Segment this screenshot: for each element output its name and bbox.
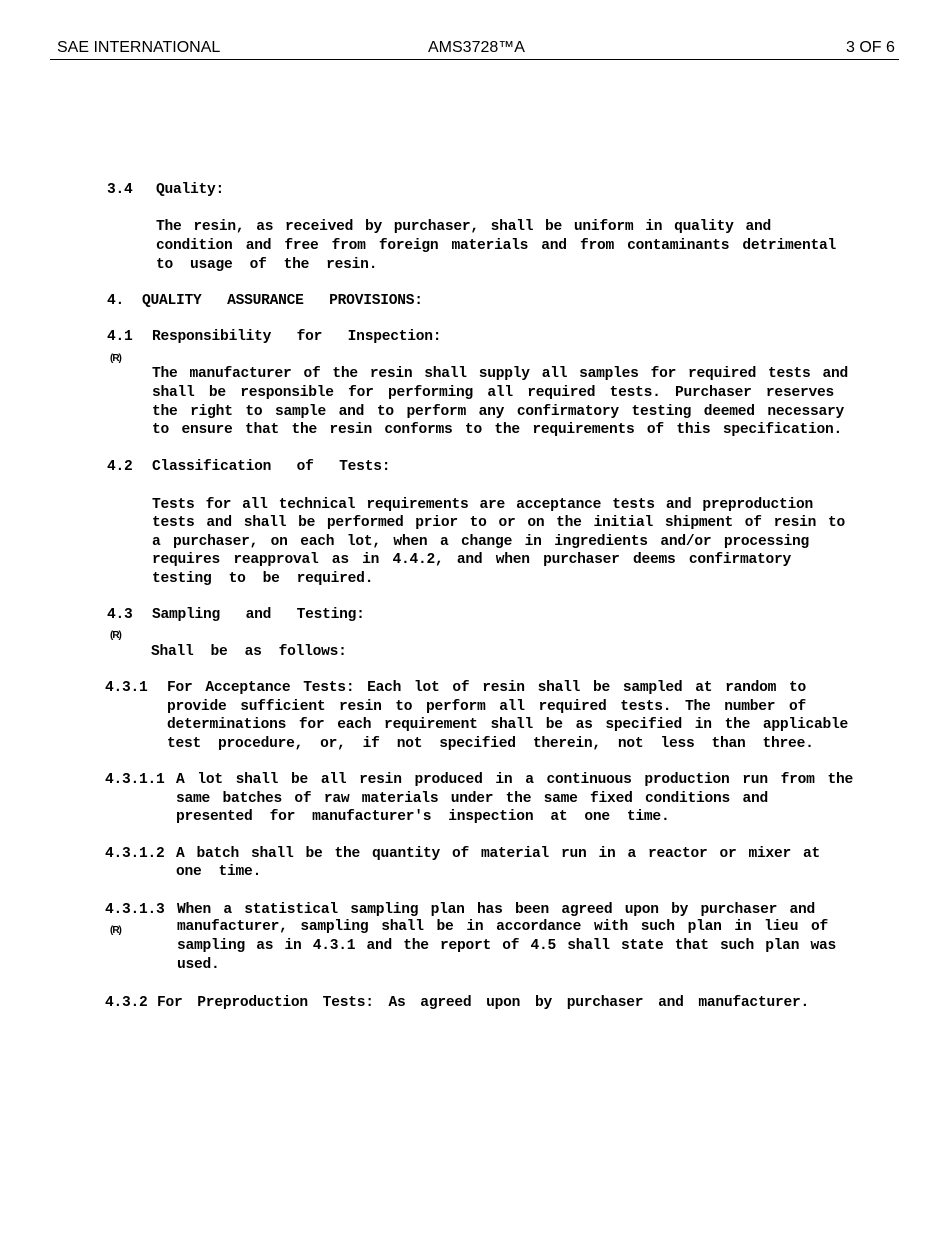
section-4-2-line: testing to be required. bbox=[152, 571, 374, 587]
section-4-3-1-2-number: 4.3.1.2 bbox=[105, 846, 165, 862]
section-4-title: QUALITY ASSURANCE PROVISIONS: bbox=[142, 293, 423, 309]
section-4-2-title: Classification of Tests: bbox=[152, 459, 391, 475]
section-4-3-1-3-number: 4.3.1.3 bbox=[105, 902, 165, 918]
section-4-3-1-3-line: used. bbox=[177, 957, 220, 973]
section-4-3-2-number: 4.3.2 bbox=[105, 995, 148, 1011]
section-3-4-line: to usage of the resin. bbox=[156, 257, 378, 273]
section-4-3-1-line: determinations for each requirement shall be as specified in the applicable bbox=[167, 717, 848, 733]
section-4-1-line: the right to sample and to perform any confirmatory testing deemed necessary bbox=[152, 404, 844, 420]
section-4-2-line: requires reapproval as in 4.4.2, and when purchaser deems confirmatory bbox=[152, 552, 791, 568]
section-4-2-line: tests and shall be performed prior to or on the initial shipment of resin to bbox=[152, 515, 845, 531]
section-3-4-title: Quality: bbox=[156, 182, 225, 198]
section-4-2-number: 4.2 bbox=[107, 459, 133, 475]
section-4-1-number: 4.1 bbox=[107, 329, 133, 345]
section-4-3-1-line: test procedure, or, if not specified therein, not less than three. bbox=[167, 736, 814, 752]
section-3-4-line: condition and free from foreign materials and from contaminants detrimental bbox=[156, 238, 836, 254]
section-4-1-line: shall be responsible for performing all required tests. Purchaser reserves bbox=[152, 385, 834, 401]
section-4-3-1-3-line: When a statistical sampling plan has been agreed upon by purchaser and bbox=[177, 902, 815, 918]
section-4-3-line: Shall be as follows: bbox=[151, 644, 347, 660]
section-4-2-line: Tests for all technical requirements are acceptance tests and preproduction bbox=[152, 497, 813, 513]
section-4-3-1-2-line: one time. bbox=[176, 864, 262, 880]
section-4-3-1-1-line: same batches of raw materials under the same fixed conditions and bbox=[176, 791, 768, 807]
header-rule bbox=[50, 59, 899, 60]
section-4-2-line: a purchaser, on each lot, when a change in ingredients and/or processing bbox=[152, 534, 809, 550]
section-4-1-line: to ensure that the resin conforms to the requirements of this specification. bbox=[152, 422, 842, 438]
header-page-number: 3 OF 6 bbox=[846, 39, 895, 56]
section-4-3-1-line: provide sufficient resin to perform all required tests. The number of bbox=[167, 699, 806, 715]
section-4-3-title: Sampling and Testing: bbox=[152, 607, 365, 623]
section-4-3-1-number: 4.3.1 bbox=[105, 680, 148, 696]
revision-mark: (R) bbox=[110, 630, 121, 641]
revision-mark: (R) bbox=[110, 353, 121, 364]
section-4-3-1-3-line: sampling as in 4.3.1 and the report of 4.5 shall state that such plan was bbox=[177, 938, 836, 954]
section-4-3-1-1-number: 4.3.1.1 bbox=[105, 772, 165, 788]
section-4-1-line: The manufacturer of the resin shall supply all samples for required tests and bbox=[152, 366, 848, 382]
section-4-3-2-line: For Preproduction Tests: As agreed upon by purchaser and manufacturer. bbox=[157, 995, 809, 1011]
revision-mark: (R) bbox=[110, 925, 121, 936]
header-document-id: AMS3728™A bbox=[428, 39, 525, 56]
header-organization: SAE INTERNATIONAL bbox=[57, 39, 221, 56]
section-4-3-number: 4.3 bbox=[107, 607, 133, 623]
section-4-3-1-1-line: presented for manufacturer's inspection at one time. bbox=[176, 809, 670, 825]
section-4-number: 4. bbox=[107, 293, 125, 309]
section-4-3-1-2-line: A batch shall be the quantity of material run in a reactor or mixer at bbox=[176, 846, 820, 862]
section-4-3-1-1-line: A lot shall be all resin produced in a continuous production run from the bbox=[176, 772, 853, 788]
section-4-3-1-line: For Acceptance Tests: Each lot of resin shall be sampled at random to bbox=[167, 680, 806, 696]
section-3-4-line: The resin, as received by purchaser, shall be uniform in quality and bbox=[156, 219, 771, 235]
section-3-4-number: 3.4 bbox=[107, 182, 133, 198]
section-4-3-1-3-line: manufacturer, sampling shall be in accordance with such plan in lieu of bbox=[177, 919, 828, 935]
section-4-1-title: Responsibility for Inspection: bbox=[152, 329, 442, 345]
